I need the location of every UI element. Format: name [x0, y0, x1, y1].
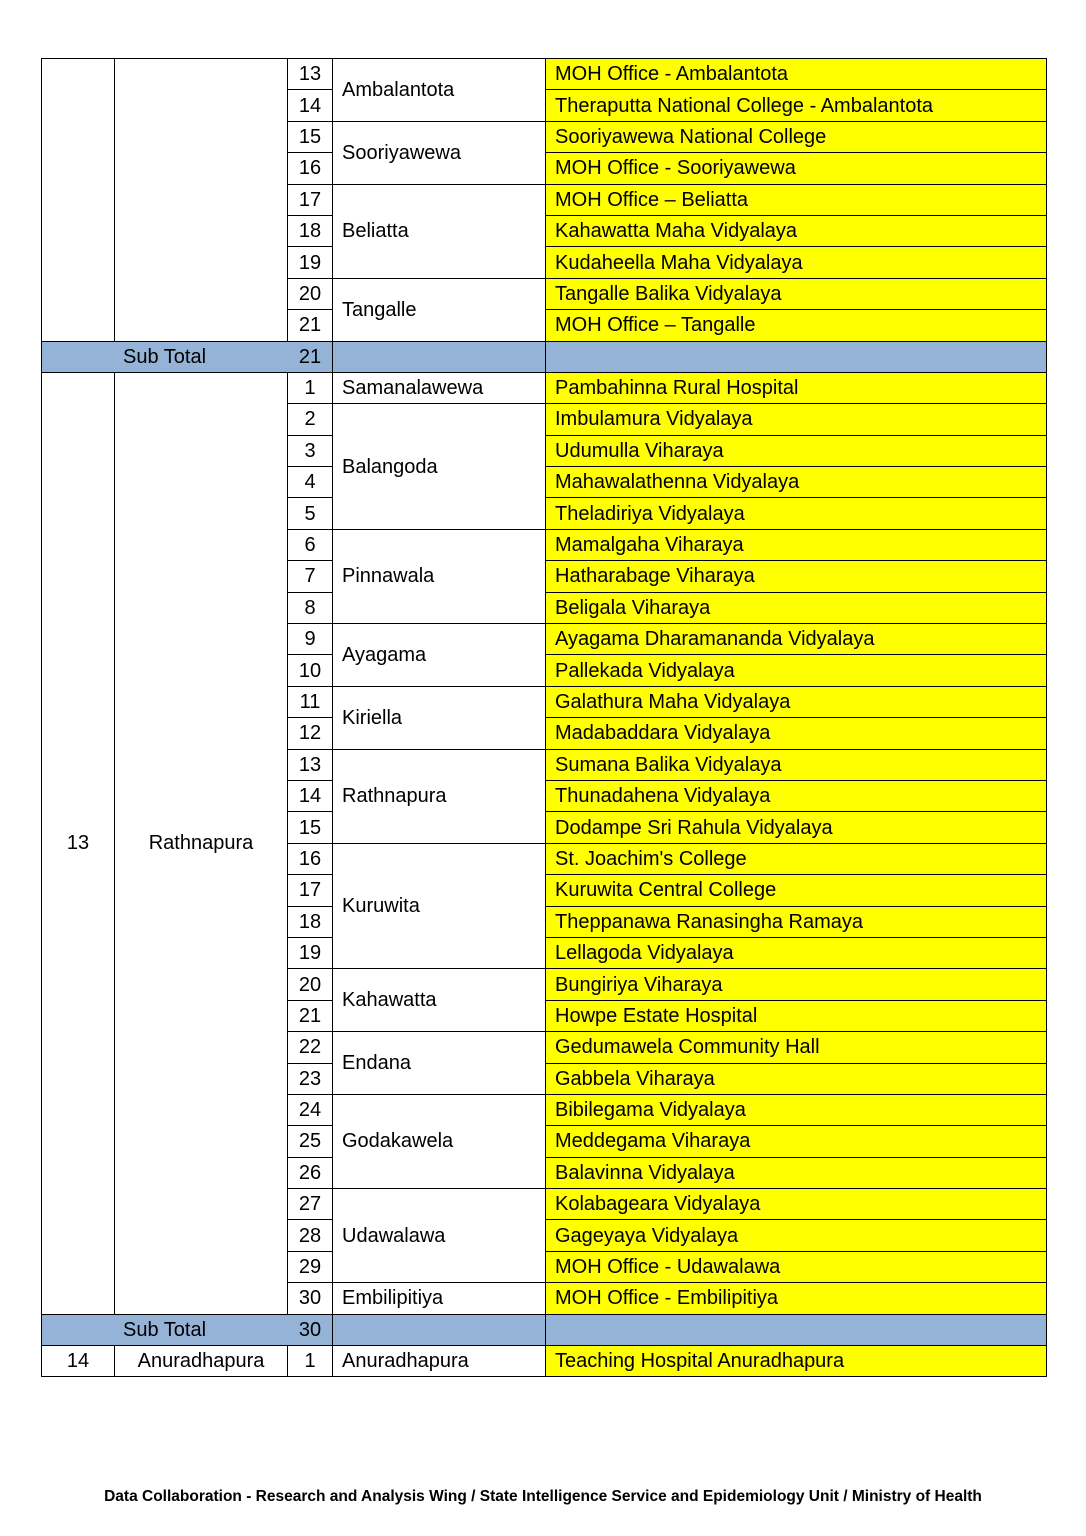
vaccination-center-cell: Sumana Balika Vidyalaya — [546, 749, 1047, 780]
vaccination-center-cell: Pambahinna Rural Hospital — [546, 372, 1047, 403]
row-number-cell: 13 — [288, 749, 333, 780]
row-number-cell: 14 — [288, 90, 333, 121]
vaccination-center-cell: Imbulamura Vidyalaya — [546, 404, 1047, 435]
subtotal-row — [42, 341, 1047, 372]
moh-area-cell: Tangalle — [333, 278, 546, 341]
vaccination-center-cell: Kuruwita Central College — [546, 875, 1047, 906]
row-number-cell: 11 — [288, 686, 333, 717]
moh-area-cell: Kiriella — [333, 686, 546, 749]
subtotal-row — [42, 1314, 1047, 1345]
row-number-cell: 15 — [288, 121, 333, 152]
row-number-cell: 19 — [288, 247, 333, 278]
row-number-cell: 26 — [288, 1157, 333, 1188]
vaccination-center-cell: Gageyaya Vidyalaya — [546, 1220, 1047, 1251]
row-number-cell: 28 — [288, 1220, 333, 1251]
row-number-cell: 9 — [288, 624, 333, 655]
vaccination-center-cell: Theraputta National College - Ambalantota — [546, 90, 1047, 121]
moh-area-cell: Endana — [333, 1032, 546, 1095]
vaccination-center-cell: Ayagama Dharamananda Vidyalaya — [546, 624, 1047, 655]
row-number-cell: 4 — [288, 467, 333, 498]
subtotal-label: Sub Total — [42, 341, 288, 372]
table-row — [42, 59, 1047, 90]
table-row — [42, 372, 1047, 403]
subtotal-blank-moh — [333, 1314, 546, 1345]
vaccination-center-cell: Meddegama Viharaya — [546, 1126, 1047, 1157]
row-number-cell: 22 — [288, 1032, 333, 1063]
vaccination-center-cell: MOH Office - Udawalawa — [546, 1251, 1047, 1282]
row-number-cell: 29 — [288, 1251, 333, 1282]
vaccination-center-cell: Kolabageara Vidyalaya — [546, 1189, 1047, 1220]
subtotal-blank-moh — [333, 341, 546, 372]
row-number-cell: 7 — [288, 561, 333, 592]
row-number-cell: 20 — [288, 969, 333, 1000]
row-number-cell: 16 — [288, 843, 333, 874]
district-name-cell: Rathnapura — [115, 372, 288, 1314]
vaccination-center-cell: Hatharabage Viharaya — [546, 561, 1047, 592]
vaccination-center-cell: Gedumawela Community Hall — [546, 1032, 1047, 1063]
district-number-cell — [42, 59, 115, 342]
vaccination-center-cell: Beligala Viharaya — [546, 592, 1047, 623]
subtotal-label: Sub Total — [42, 1314, 288, 1345]
subtotal-value: 30 — [288, 1314, 333, 1345]
row-number-cell: 8 — [288, 592, 333, 623]
moh-area-cell: Balangoda — [333, 404, 546, 530]
vaccination-center-cell: Tangalle Balika Vidyalaya — [546, 278, 1047, 309]
district-name-cell — [115, 59, 288, 342]
row-number-cell: 16 — [288, 153, 333, 184]
page-footer: Data Collaboration - Research and Analysis Wing / State Intelligence Service and Epidemiology Unit / Ministry of Health — [104, 1488, 982, 1505]
vaccination-center-cell: Galathura Maha Vidyalaya — [546, 686, 1047, 717]
row-number-cell: 12 — [288, 718, 333, 749]
vaccination-center-cell: Kahawatta Maha Vidyalaya — [546, 215, 1047, 246]
row-number-cell: 21 — [288, 1000, 333, 1031]
row-number-cell: 1 — [288, 372, 333, 403]
vaccination-center-cell: Lellagoda Vidyalaya — [546, 937, 1047, 968]
moh-area-cell: Samanalawewa — [333, 372, 546, 403]
subtotal-blank-center — [546, 341, 1047, 372]
moh-area-cell: Udawalawa — [333, 1189, 546, 1283]
district-number-cell: 13 — [42, 372, 115, 1314]
row-number-cell: 3 — [288, 435, 333, 466]
moh-area-cell: Godakawela — [333, 1094, 546, 1188]
row-number-cell: 18 — [288, 215, 333, 246]
moh-area-cell: Rathnapura — [333, 749, 546, 843]
row-number-cell: 17 — [288, 875, 333, 906]
table-body — [42, 59, 1047, 1377]
moh-area-cell: Ambalantota — [333, 59, 546, 122]
district-number-cell: 14 — [42, 1346, 115, 1377]
vaccination-center-cell: Mamalgaha Viharaya — [546, 529, 1047, 560]
vaccination-center-cell: Thunadahena Vidyalaya — [546, 780, 1047, 811]
row-number-cell: 2 — [288, 404, 333, 435]
vaccination-center-cell: MOH Office – Beliatta — [546, 184, 1047, 215]
vaccination-center-cell: Pallekada Vidyalaya — [546, 655, 1047, 686]
row-number-cell: 5 — [288, 498, 333, 529]
vaccination-center-cell: Udumulla Viharaya — [546, 435, 1047, 466]
vaccination-center-cell: MOH Office - Embilipitiya — [546, 1283, 1047, 1314]
moh-area-cell: Kuruwita — [333, 843, 546, 969]
row-number-cell: 19 — [288, 937, 333, 968]
row-number-cell: 24 — [288, 1094, 333, 1125]
row-number-cell: 27 — [288, 1189, 333, 1220]
vaccination-center-cell: MOH Office - Sooriyawewa — [546, 153, 1047, 184]
row-number-cell: 20 — [288, 278, 333, 309]
district-name-cell: Anuradhapura — [115, 1346, 288, 1377]
vaccination-center-cell: Madabaddara Vidyalaya — [546, 718, 1047, 749]
row-number-cell: 21 — [288, 310, 333, 341]
vaccination-center-cell: Mahawalathenna Vidyalaya — [546, 467, 1047, 498]
vaccination-center-cell: Kudaheella Maha Vidyalaya — [546, 247, 1047, 278]
row-number-cell: 30 — [288, 1283, 333, 1314]
vaccination-center-cell: Teaching Hospital Anuradhapura — [546, 1346, 1047, 1377]
moh-area-cell: Beliatta — [333, 184, 546, 278]
moh-area-cell: Pinnawala — [333, 529, 546, 623]
row-number-cell: 1 — [288, 1346, 333, 1377]
vaccination-center-cell: Theladiriya Vidyalaya — [546, 498, 1047, 529]
row-number-cell: 14 — [288, 780, 333, 811]
moh-area-cell: Anuradhapura — [333, 1346, 546, 1377]
row-number-cell: 6 — [288, 529, 333, 560]
row-number-cell: 25 — [288, 1126, 333, 1157]
row-number-cell: 18 — [288, 906, 333, 937]
vaccination-center-cell: Howpe Estate Hospital — [546, 1000, 1047, 1031]
subtotal-value: 21 — [288, 341, 333, 372]
vaccination-center-cell: MOH Office - Ambalantota — [546, 59, 1047, 90]
moh-area-cell: Sooriyawewa — [333, 121, 546, 184]
vaccination-center-cell: Balavinna Vidyalaya — [546, 1157, 1047, 1188]
vaccination-center-cell: Gabbela Viharaya — [546, 1063, 1047, 1094]
vaccination-center-cell: Dodampe Sri Rahula Vidyalaya — [546, 812, 1047, 843]
row-number-cell: 10 — [288, 655, 333, 686]
subtotal-blank-center — [546, 1314, 1047, 1345]
vaccination-center-cell: Bungiriya Viharaya — [546, 969, 1047, 1000]
moh-area-cell: Ayagama — [333, 624, 546, 687]
vaccination-center-cell: Theppanawa Ranasingha Ramaya — [546, 906, 1047, 937]
row-number-cell: 23 — [288, 1063, 333, 1094]
table-row — [42, 1346, 1047, 1377]
vaccination-center-cell: MOH Office – Tangalle — [546, 310, 1047, 341]
row-number-cell: 13 — [288, 59, 333, 90]
vaccination-center-cell: St. Joachim's College — [546, 843, 1047, 874]
row-number-cell: 17 — [288, 184, 333, 215]
vaccination-center-cell: Bibilegama Vidyalaya — [546, 1094, 1047, 1125]
vaccination-centers-table — [41, 58, 1047, 1377]
row-number-cell: 15 — [288, 812, 333, 843]
moh-area-cell: Kahawatta — [333, 969, 546, 1032]
vaccination-center-cell: Sooriyawewa National College — [546, 121, 1047, 152]
moh-area-cell: Embilipitiya — [333, 1283, 546, 1314]
